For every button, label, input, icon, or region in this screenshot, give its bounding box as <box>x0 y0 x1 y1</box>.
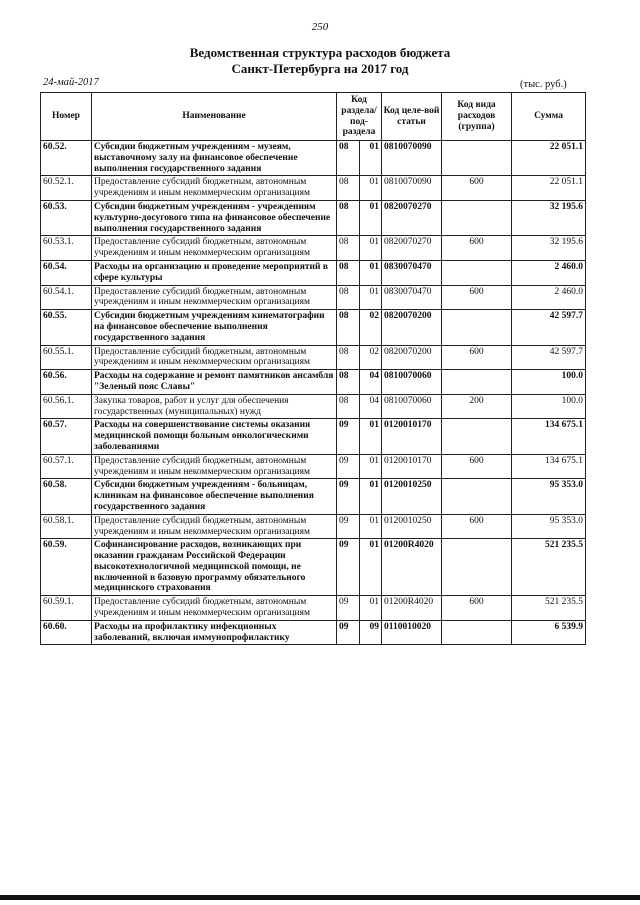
row-section-code: 09 <box>337 514 360 539</box>
row-expense-type: 600 <box>442 345 512 370</box>
table-row <box>41 260 586 285</box>
row-sum: 32 195.6 <box>512 200 586 235</box>
row-sum: 2 460.0 <box>512 260 586 285</box>
row-expense-type <box>442 200 512 235</box>
row-sum: 134 675.1 <box>512 454 586 479</box>
row-name: Расходы на совершенствование системы оказания медицинской помощи больным онкологическими заболеваниями <box>92 419 337 454</box>
row-subsection-code: 04 <box>360 394 382 419</box>
row-section-code: 09 <box>337 479 360 514</box>
row-number: 60.53. <box>41 200 92 235</box>
row-number: 60.55.1. <box>41 345 92 370</box>
row-sum: 134 675.1 <box>512 419 586 454</box>
row-expense-type <box>442 310 512 345</box>
table-body <box>41 141 586 645</box>
col-section-header: Код раздела/ под-раздела <box>337 93 382 141</box>
row-name: Расходы на профилактику инфекционных заболеваний, включая иммунопрофилактику <box>92 620 337 645</box>
row-subsection-code: 01 <box>360 200 382 235</box>
row-subsection-code: 09 <box>360 620 382 645</box>
row-number: 60.58. <box>41 479 92 514</box>
row-expense-type <box>442 479 512 514</box>
row-sum: 95 353.0 <box>512 514 586 539</box>
row-name: Закупка товаров, работ и услуг для обеспечения государственных (муниципальных) нужд <box>92 394 337 419</box>
page-number: 250 <box>311 21 329 33</box>
row-target-code: 01200R4020 <box>382 596 442 621</box>
row-subsection-code: 01 <box>360 514 382 539</box>
row-expense-type <box>442 539 512 596</box>
table-row <box>41 141 586 176</box>
row-number: 60.60. <box>41 620 92 645</box>
row-subsection-code: 01 <box>360 176 382 201</box>
row-sum: 22 051.1 <box>512 141 586 176</box>
table-row <box>41 370 586 395</box>
row-expense-type: 200 <box>442 394 512 419</box>
row-number: 60.58.1. <box>41 514 92 539</box>
row-sum: 2 460.0 <box>512 285 586 310</box>
units-label: (тыс. руб.) <box>520 79 567 90</box>
row-section-code: 08 <box>337 236 360 261</box>
row-expense-type: 600 <box>442 596 512 621</box>
row-name: Предоставление субсидий бюджетным, автономным учреждениям и иным некоммерческим организациям <box>92 176 337 201</box>
row-section-code: 08 <box>337 176 360 201</box>
table-row <box>41 176 586 201</box>
row-section-code: 08 <box>337 260 360 285</box>
row-number: 60.56.1. <box>41 394 92 419</box>
document-title <box>0 45 640 77</box>
title-line-2: Санкт-Петербурга на 2017 год <box>231 61 409 76</box>
row-number: 60.54.1. <box>41 285 92 310</box>
row-sum: 521 235.5 <box>512 539 586 596</box>
row-section-code: 09 <box>337 539 360 596</box>
table-row <box>41 514 586 539</box>
row-target-code: 0810070060 <box>382 394 442 419</box>
row-name: Предоставление субсидий бюджетным, автономным учреждениям и иным некоммерческим организациям <box>92 596 337 621</box>
row-section-code: 08 <box>337 310 360 345</box>
row-target-code: 0120010170 <box>382 454 442 479</box>
row-section-code: 08 <box>337 370 360 395</box>
row-sum: 521 235.5 <box>512 596 586 621</box>
row-name: Субсидии бюджетным учреждениям - музеям, выставочному залу на финансовое обеспечение выполнения государственного задания <box>92 141 337 176</box>
row-subsection-code: 01 <box>360 260 382 285</box>
row-expense-type: 600 <box>442 454 512 479</box>
row-expense-type: 600 <box>442 514 512 539</box>
row-target-code: 0120010170 <box>382 419 442 454</box>
row-target-code: 0120010250 <box>382 479 442 514</box>
row-target-code: 0820070270 <box>382 200 442 235</box>
row-sum: 6 539.9 <box>512 620 586 645</box>
row-target-code: 0120010250 <box>382 514 442 539</box>
col-target-header: Код целе-вой статьи <box>382 93 442 141</box>
row-section-code: 09 <box>337 620 360 645</box>
row-section-code: 08 <box>337 345 360 370</box>
row-target-code: 0810070090 <box>382 176 442 201</box>
row-name: Субсидии бюджетным учреждениям - учреждениям культурно-досугового типа на финансовое обеспечение выполнения государственного задания <box>92 200 337 235</box>
row-target-code: 0830070470 <box>382 285 442 310</box>
row-expense-type <box>442 141 512 176</box>
row-expense-type: 600 <box>442 236 512 261</box>
row-name: Расходы на содержание и ремонт памятников ансамбля "Зеленый пояс Славы" <box>92 370 337 395</box>
row-target-code: 0820070270 <box>382 236 442 261</box>
row-sum: 32 195.6 <box>512 236 586 261</box>
row-target-code: 0110010020 <box>382 620 442 645</box>
row-sum: 22 051.1 <box>512 176 586 201</box>
row-name: Предоставление субсидий бюджетным, автономным учреждениям и иным некоммерческим организациям <box>92 454 337 479</box>
row-target-code: 0820070200 <box>382 345 442 370</box>
table-row <box>41 285 586 310</box>
row-subsection-code: 04 <box>360 370 382 395</box>
row-number: 60.57. <box>41 419 92 454</box>
table-header-row <box>41 93 586 141</box>
table-row <box>41 394 586 419</box>
page-bottom-border <box>0 895 640 900</box>
table-row <box>41 479 586 514</box>
row-expense-type <box>442 370 512 395</box>
row-sum: 95 353.0 <box>512 479 586 514</box>
row-name: Расходы на организацию и проведение мероприятий в сфере культуры <box>92 260 337 285</box>
row-section-code: 08 <box>337 141 360 176</box>
row-subsection-code: 01 <box>360 285 382 310</box>
row-expense-type: 600 <box>442 285 512 310</box>
row-expense-type <box>442 260 512 285</box>
row-sum: 100.0 <box>512 370 586 395</box>
row-sum: 42 597.7 <box>512 345 586 370</box>
table-row <box>41 200 586 235</box>
row-number: 60.55. <box>41 310 92 345</box>
row-target-code: 0810070060 <box>382 370 442 395</box>
row-sum: 42 597.7 <box>512 310 586 345</box>
row-target-code: 01200R4020 <box>382 539 442 596</box>
row-name: Предоставление субсидий бюджетным, автономным учреждениям и иным некоммерческим организациям <box>92 345 337 370</box>
row-subsection-code: 01 <box>360 236 382 261</box>
row-name: Предоставление субсидий бюджетным, автономным учреждениям и иным некоммерческим организациям <box>92 285 337 310</box>
row-name: Субсидии бюджетным учреждениям кинематографии на финансовое обеспечение выполнения государственного задания <box>92 310 337 345</box>
table-row <box>41 419 586 454</box>
row-subsection-code: 01 <box>360 479 382 514</box>
row-section-code: 08 <box>337 394 360 419</box>
row-number: 60.53.1. <box>41 236 92 261</box>
row-number: 60.59.1. <box>41 596 92 621</box>
table-row <box>41 236 586 261</box>
table-row <box>41 596 586 621</box>
row-number: 60.52. <box>41 141 92 176</box>
row-subsection-code: 01 <box>360 596 382 621</box>
row-number: 60.59. <box>41 539 92 596</box>
row-subsection-code: 01 <box>360 539 382 596</box>
row-subsection-code: 01 <box>360 454 382 479</box>
row-expense-type: 600 <box>442 176 512 201</box>
row-subsection-code: 02 <box>360 310 382 345</box>
col-name-header: Наименование <box>92 93 337 141</box>
table-row <box>41 539 586 596</box>
row-subsection-code: 02 <box>360 345 382 370</box>
row-section-code: 09 <box>337 454 360 479</box>
document-date: 24-май-2017 <box>43 77 99 88</box>
row-expense-type <box>442 419 512 454</box>
row-target-code: 0810070090 <box>382 141 442 176</box>
row-section-code: 09 <box>337 596 360 621</box>
row-number: 60.56. <box>41 370 92 395</box>
row-number: 60.52.1. <box>41 176 92 201</box>
row-name: Субсидии бюджетным учреждениям - больницам, клиникам на финансовое обеспечение выполнения государственного задания <box>92 479 337 514</box>
row-expense-type <box>442 620 512 645</box>
row-name: Предоставление субсидий бюджетным, автономным учреждениям и иным некоммерческим организациям <box>92 514 337 539</box>
row-subsection-code: 01 <box>360 419 382 454</box>
row-name: Предоставление субсидий бюджетным, автономным учреждениям и иным некоммерческим организациям <box>92 236 337 261</box>
row-section-code: 09 <box>337 419 360 454</box>
table-row <box>41 454 586 479</box>
table-row <box>41 620 586 645</box>
col-sum-header: Сумма <box>512 93 586 141</box>
row-number: 60.57.1. <box>41 454 92 479</box>
col-expense-type-header: Код вида расходов (группа) <box>442 93 512 141</box>
budget-table <box>40 92 586 645</box>
row-section-code: 08 <box>337 200 360 235</box>
table-row <box>41 310 586 345</box>
row-subsection-code: 01 <box>360 141 382 176</box>
row-target-code: 0820070200 <box>382 310 442 345</box>
row-sum: 100.0 <box>512 394 586 419</box>
table-row <box>41 345 586 370</box>
row-section-code: 08 <box>337 285 360 310</box>
title-line-1: Ведомственная структура расходов бюджета <box>189 45 451 60</box>
row-target-code: 0830070470 <box>382 260 442 285</box>
row-number: 60.54. <box>41 260 92 285</box>
col-number-header: Номер <box>41 93 92 141</box>
row-name: Софинансирование расходов, возникающих при оказании гражданам Российской Федерации высокотехнологичной медицинской помощи, не включенной в базовую программу обязательного медицинского страхования <box>92 539 337 596</box>
